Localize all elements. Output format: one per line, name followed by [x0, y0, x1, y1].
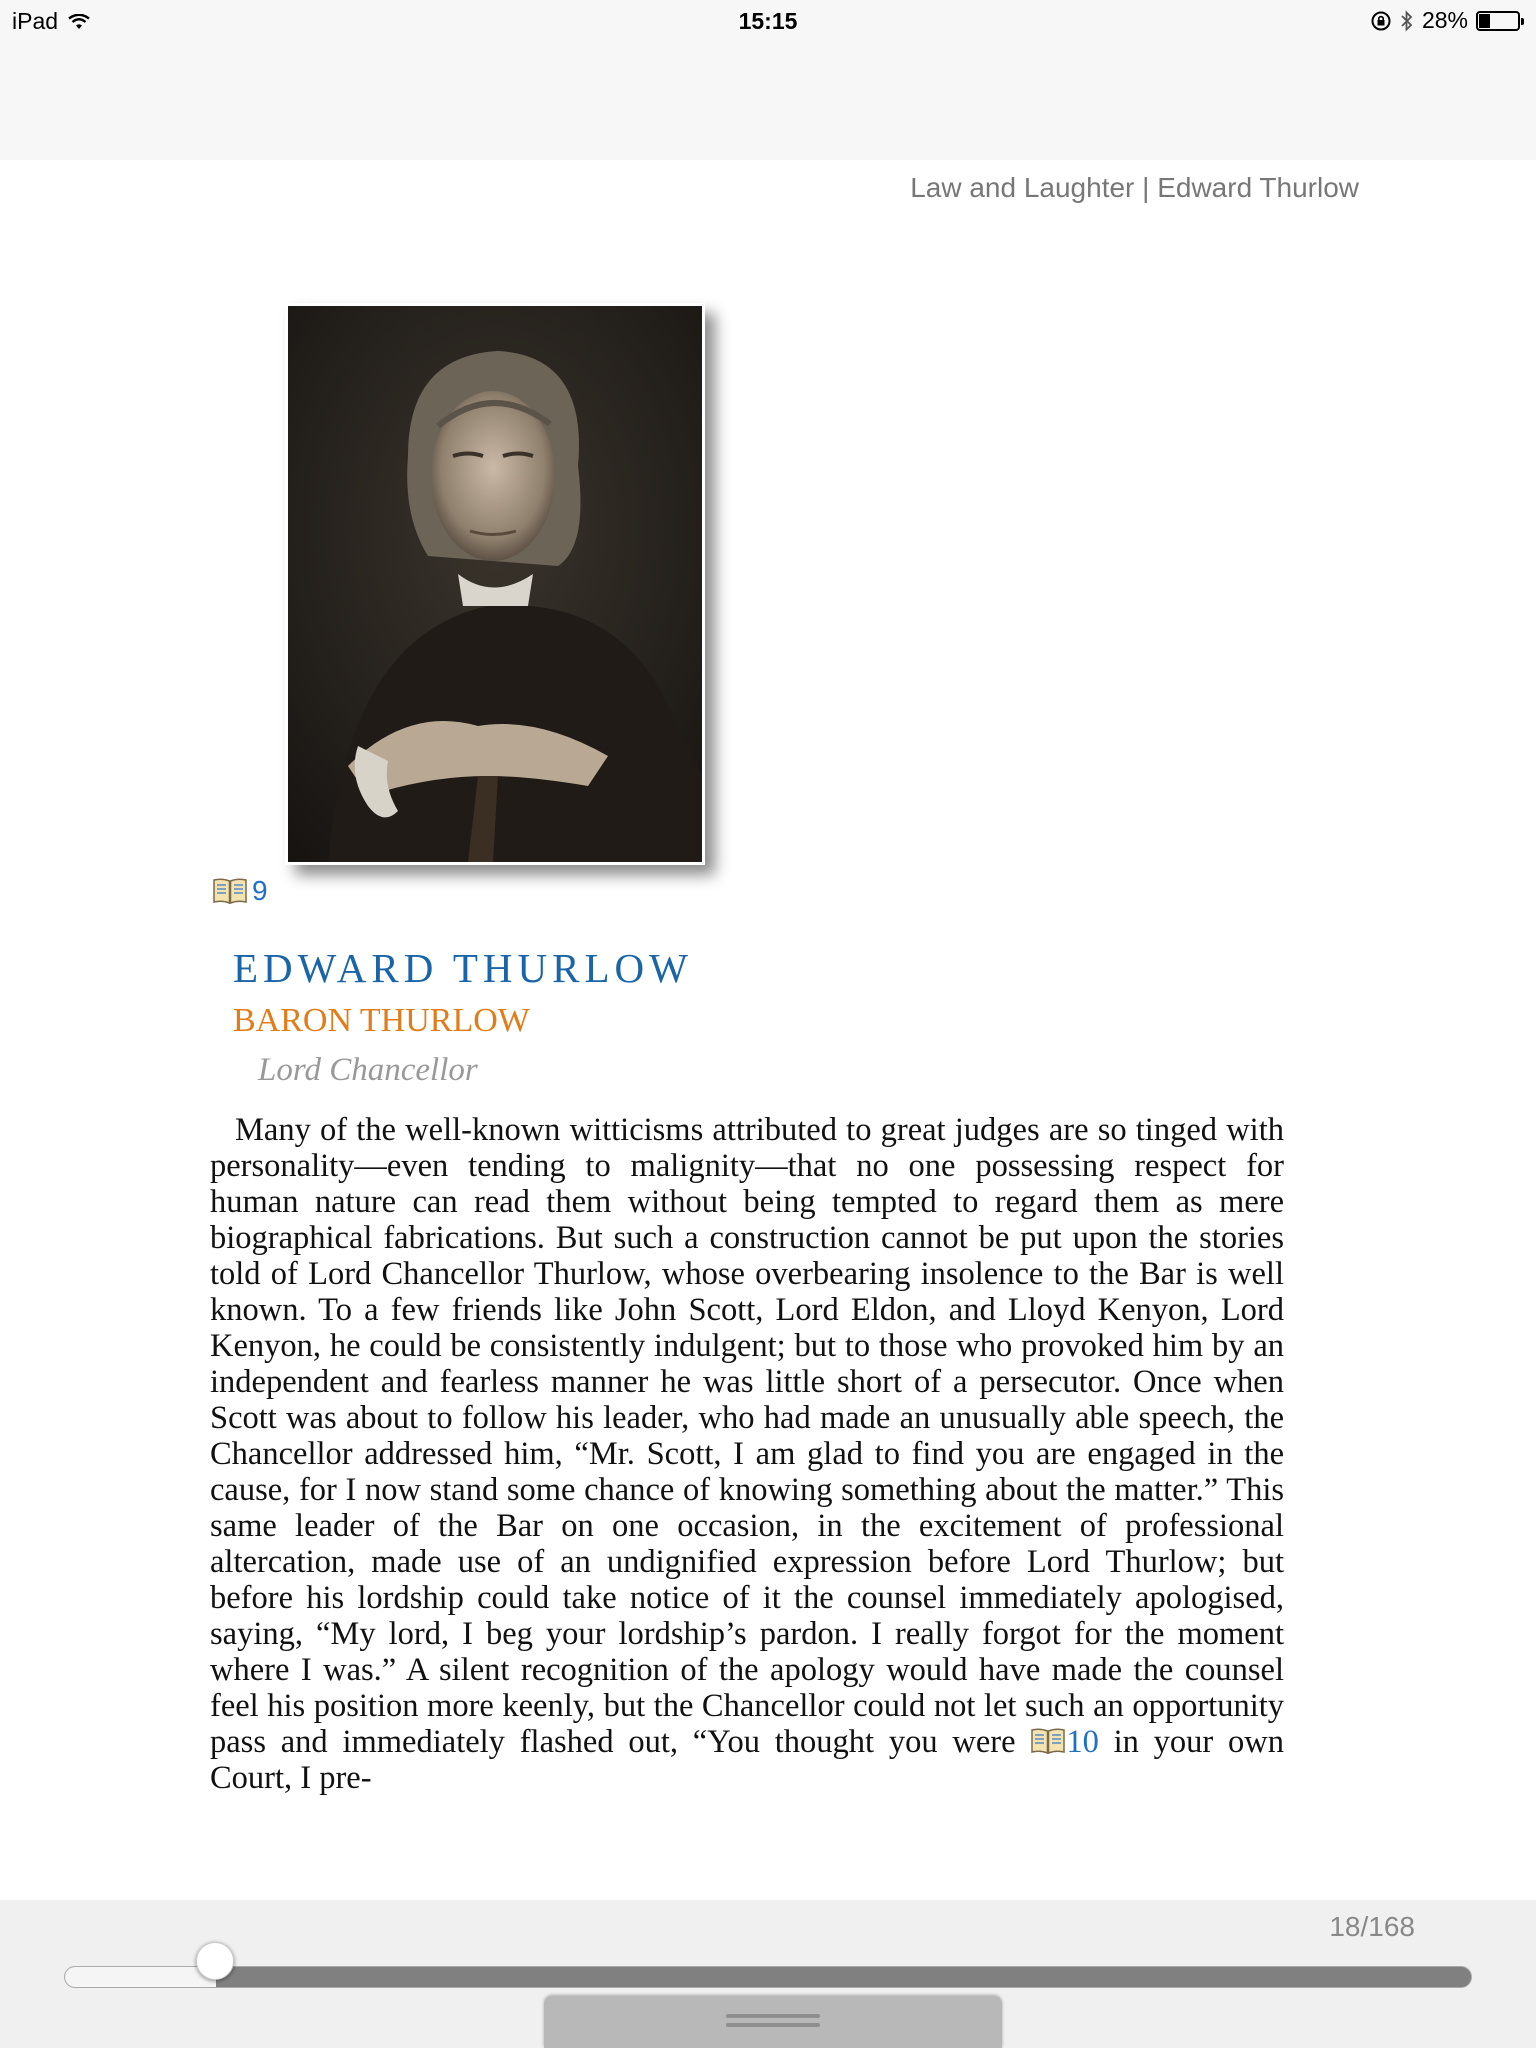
page-marker-number: 9 [252, 875, 268, 906]
page-slider-thumb[interactable] [196, 1942, 234, 1980]
body-text-after: in your own Court, I pre- [210, 1724, 1285, 1796]
running-header: Law and Laughter | Edward Thurlow [910, 172, 1359, 203]
status-right [1370, 7, 1520, 34]
battery-percent: 28% [1421, 7, 1468, 33]
drawer-handle[interactable] [544, 1996, 1002, 2048]
status-bar [0, 0, 1536, 40]
bluetooth-icon [1400, 10, 1414, 32]
chapter-title: EDWARD THURLOW [233, 945, 693, 991]
battery-icon [1476, 11, 1520, 31]
book-icon [212, 877, 248, 905]
status-time: 15:15 [738, 8, 798, 34]
orientation-lock-icon [1370, 10, 1392, 32]
device-label: iPad [12, 8, 59, 34]
portrait-image [288, 306, 702, 862]
page-marker-9[interactable] [212, 875, 268, 907]
chapter-office: Lord Chancellor [258, 1052, 478, 1088]
body-paragraph [210, 1112, 1284, 1796]
battery-level [1479, 14, 1490, 28]
page-count: 18/168 [1329, 1911, 1415, 1942]
grip-icon [726, 2014, 820, 2032]
body-text-before: Many of the well-known witticisms attributed to great judges are so tinged with personality—even tending to malignity—that no one possessing respect for human nature can read them without being tempted to regard them as mere biographical fabrications. But such a construction cannot be put upon the stories told of Lord Chancellor Thurlow, whose overbearing insolence to the Bar is well known. To a few friends like John Scott, Lord Eldon, and Lloyd Kenyon, Lord Kenyon, he could be consistently indulgent; but to those who provoked him by an independent and fearless manner he was little short of a persecutor. Once when Scott was about to follow his leader, who had made an unusually able speech, the Chancellor addressed him, “Mr. Scott, I am glad to find you are engaged in the cause, for I now stand some chance of knowing something about the matter.” This same leader of the Bar on one occasion, in the excitement of professional altercation, made use of an undignified expression before Lord Thurlow; but before his lordship could take notice of it the counsel immediately apologised, saying, “My lord, I beg your lordship’s pardon. I really forgot for the moment where I was.” A silent recognition of the apology would have made the counsel feel his position more keenly, but the Chancellor could not let such an opportunity pass and immediately flashed out, “You thought you were [210, 1112, 1284, 1760]
inline-marker-number: 10 [1066, 1724, 1099, 1760]
portrait-frame[interactable] [285, 303, 705, 865]
book-icon [1030, 1727, 1066, 1755]
page-slider[interactable] [64, 1966, 1472, 1988]
page-marker-10[interactable] [1030, 1724, 1099, 1760]
chapter-subtitle: BARON THURLOW [233, 1002, 530, 1039]
page-slider-read [65, 1967, 216, 1987]
